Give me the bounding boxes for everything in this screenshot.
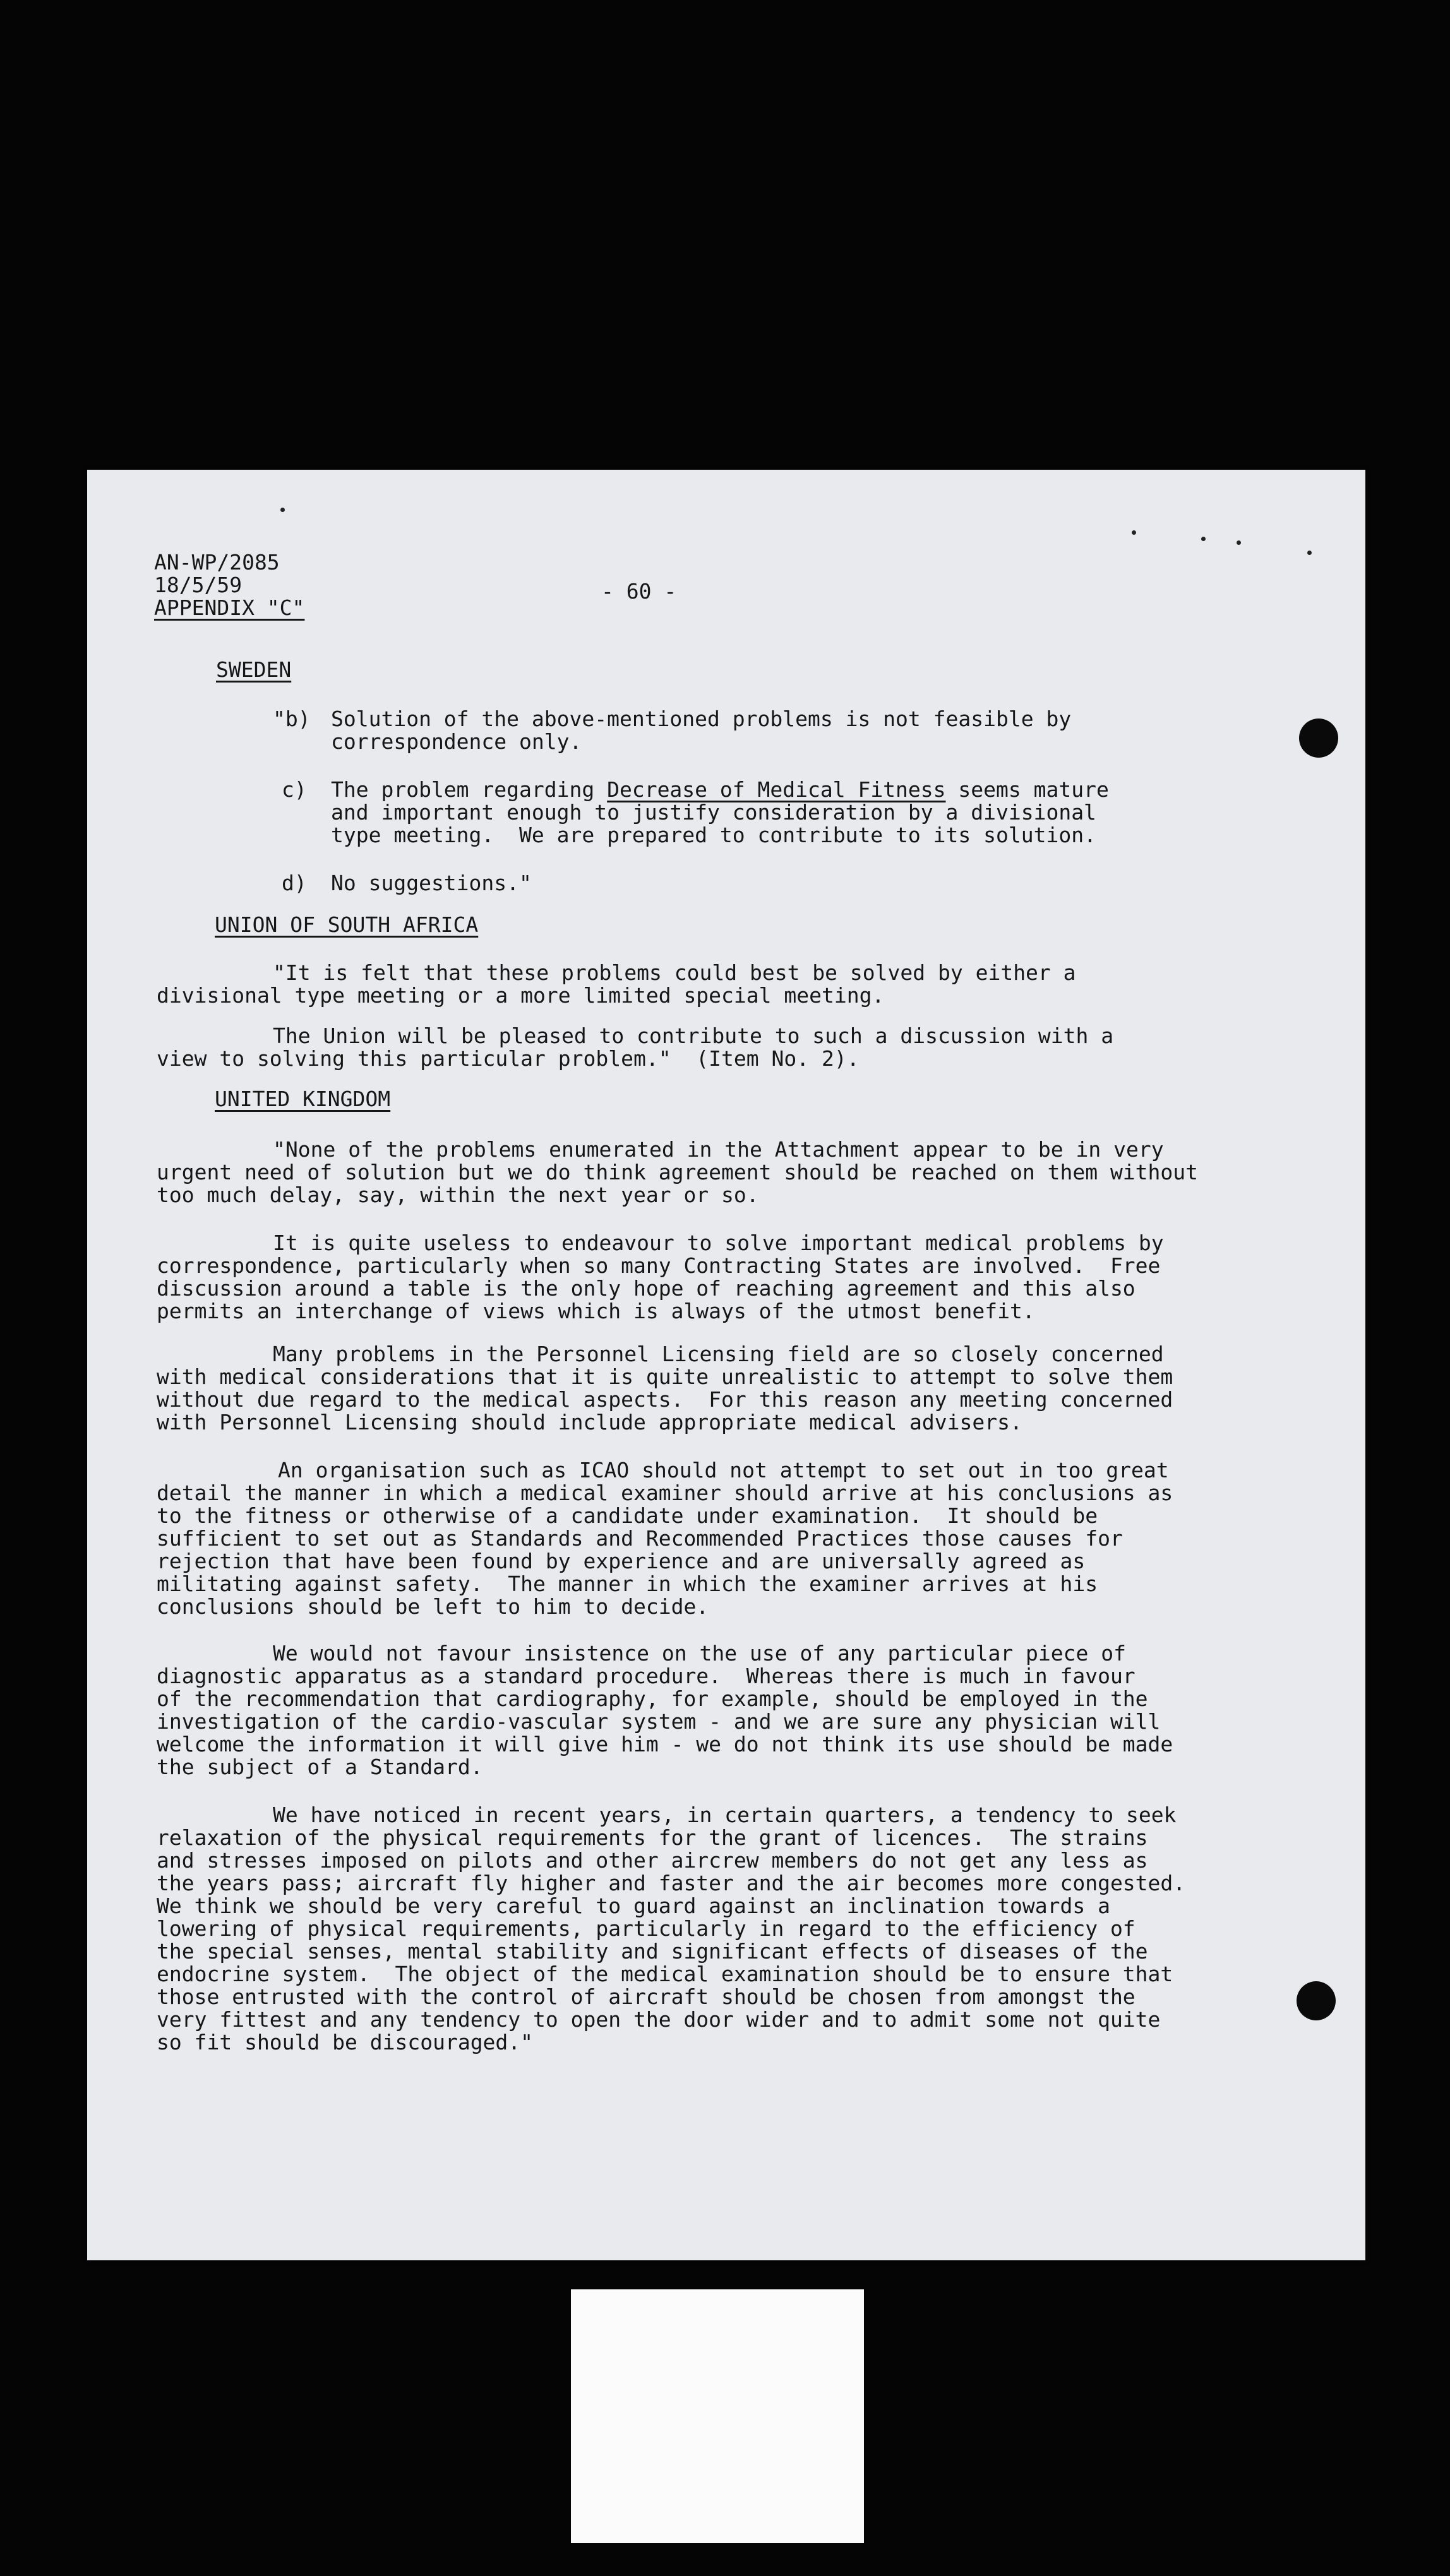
text-line: We think we should be very careful to guard against an inclination towards a (157, 1893, 1110, 1918)
text-line: "None of the problems enumerated in the Attachment appear to be in very (273, 1137, 1164, 1162)
text-line: the subject of a Standard. (157, 1755, 483, 1779)
doc-date: 18/5/59 (154, 573, 243, 597)
text-line: too much delay, say, within the next year or so. (157, 1183, 759, 1207)
text-line: very fittest and any tendency to open the door wider and to admit some not quite (157, 2007, 1161, 2032)
text-line: with Personnel Licensing should include appropriate medical advisers. (157, 1410, 1022, 1434)
text-line: The problem regarding Decrease of Medical Fitness seems mature (331, 777, 1109, 802)
punch-hole-top (1299, 719, 1338, 758)
speck (1132, 530, 1136, 535)
text-line: the special senses, mental stability and significant effects of diseases of the (157, 1939, 1148, 1964)
text-line: welcome the information it will give him - we do not think its use should be made (157, 1732, 1173, 1756)
text-line: permits an interchange of views which is always of the utmost benefit. (157, 1299, 1035, 1323)
text-line: and important enough to justify consideration by a divisional (331, 800, 1096, 825)
text-line: with medical considerations that it is quite unrealistic to attempt to solve them (157, 1364, 1173, 1389)
text-line: urgent need of solution but we do think agreement should be reached on them without (157, 1160, 1199, 1184)
text-line: diagnostic apparatus as a standard procedure. Whereas there is much in favour (157, 1664, 1135, 1688)
text-line: divisional type meeting or a more limited special meeting. (157, 983, 885, 1008)
punch-hole-bottom (1297, 1981, 1336, 2020)
text-line: so fit should be discouraged." (157, 2030, 534, 2054)
appendix-label: APPENDIX "C" (154, 595, 305, 620)
text-line: lowering of physical requirements, particularly in regard to the efficiency of (157, 1916, 1135, 1941)
text-line: conclusions should be left to him to decide. (157, 1594, 709, 1619)
text-line: It is quite useless to endeavour to solve important medical problems by (273, 1231, 1164, 1255)
text-line: rejection that have been found by experience and are universally agreed as (157, 1549, 1086, 1573)
text-line: Solution of the above-mentioned problems is not feasible by (331, 707, 1072, 731)
text-line: Many problems in the Personnel Licensing field are so closely concerned (273, 1342, 1164, 1366)
text-line: view to solving this particular problem." (Item No. 2). (157, 1046, 860, 1071)
text-line: discussion around a table is the only hope of reaching agreement and this also (157, 1276, 1135, 1301)
text-line: militating against safety. The manner in which the examiner arrives at his (157, 1571, 1098, 1596)
text-line: No suggestions." (331, 871, 532, 895)
text-line: The Union will be pleased to contribute to such a discussion with a (273, 1023, 1114, 1048)
speck (1201, 537, 1206, 541)
text-line: An organisation such as ICAO should not attempt to set out in too great (278, 1458, 1169, 1482)
text-line: and stresses imposed on pilots and other aircrew members do not get any less as (157, 1848, 1148, 1873)
text-line: relaxation of the physical requirements for the grant of licences. The strains (157, 1825, 1148, 1850)
text-line: We would not favour insistence on the use of any particular piece of (273, 1641, 1127, 1666)
section-heading-sweden: SWEDEN (216, 657, 292, 682)
page-number: - 60 - (601, 579, 677, 604)
text-line: of the recommendation that cardiography, for example, should be employed in the (157, 1686, 1148, 1711)
item-marker-d: d) (282, 871, 307, 895)
item-marker-b: "b) (273, 707, 311, 731)
section-heading-united-kingdom: UNITED KINGDOM (215, 1087, 391, 1111)
text-line: investigation of the cardio-vascular system - and we are sure any physician will (157, 1709, 1161, 1734)
text-line: the years pass; aircraft fly higher and faster and the air becomes more congested. (157, 1871, 1186, 1895)
item-marker-c: c) (282, 777, 307, 802)
text-line: correspondence, particularly when so many Contracting States are involved. Free (157, 1253, 1161, 1278)
text-line: We have noticed in recent years, in certain quarters, a tendency to seek (273, 1803, 1177, 1827)
speck (1307, 551, 1312, 555)
text-line: to the fitness or otherwise of a candidate under examination. It should be (157, 1503, 1098, 1528)
text-line: type meeting. We are prepared to contribute to its solution. (331, 823, 1096, 847)
text-line: endocrine system. The object of the medical examination should be to ensure that (157, 1962, 1173, 1986)
section-heading-south-africa: UNION OF SOUTH AFRICA (215, 912, 479, 937)
text-line: detail the manner in which a medical examiner should arrive at his conclusions as (157, 1481, 1173, 1505)
speck (280, 508, 285, 512)
text-line: those entrusted with the control of aircraft should be chosen from amongst the (157, 1984, 1135, 2009)
underlined-term: Decrease of Medical Fitness (607, 777, 946, 802)
text-line: without due regard to the medical aspects. For this reason any meeting concerned (157, 1387, 1173, 1412)
speck (1237, 540, 1241, 545)
doc-reference: AN-WP/2085 (154, 550, 280, 575)
text-line: correspondence only. (331, 729, 582, 754)
text-line: sufficient to set out as Standards and Recommended Practices those causes for (157, 1526, 1123, 1551)
blank-target-card (571, 2289, 864, 2543)
text-line: "It is felt that these problems could best be solved by either a (273, 960, 1076, 985)
